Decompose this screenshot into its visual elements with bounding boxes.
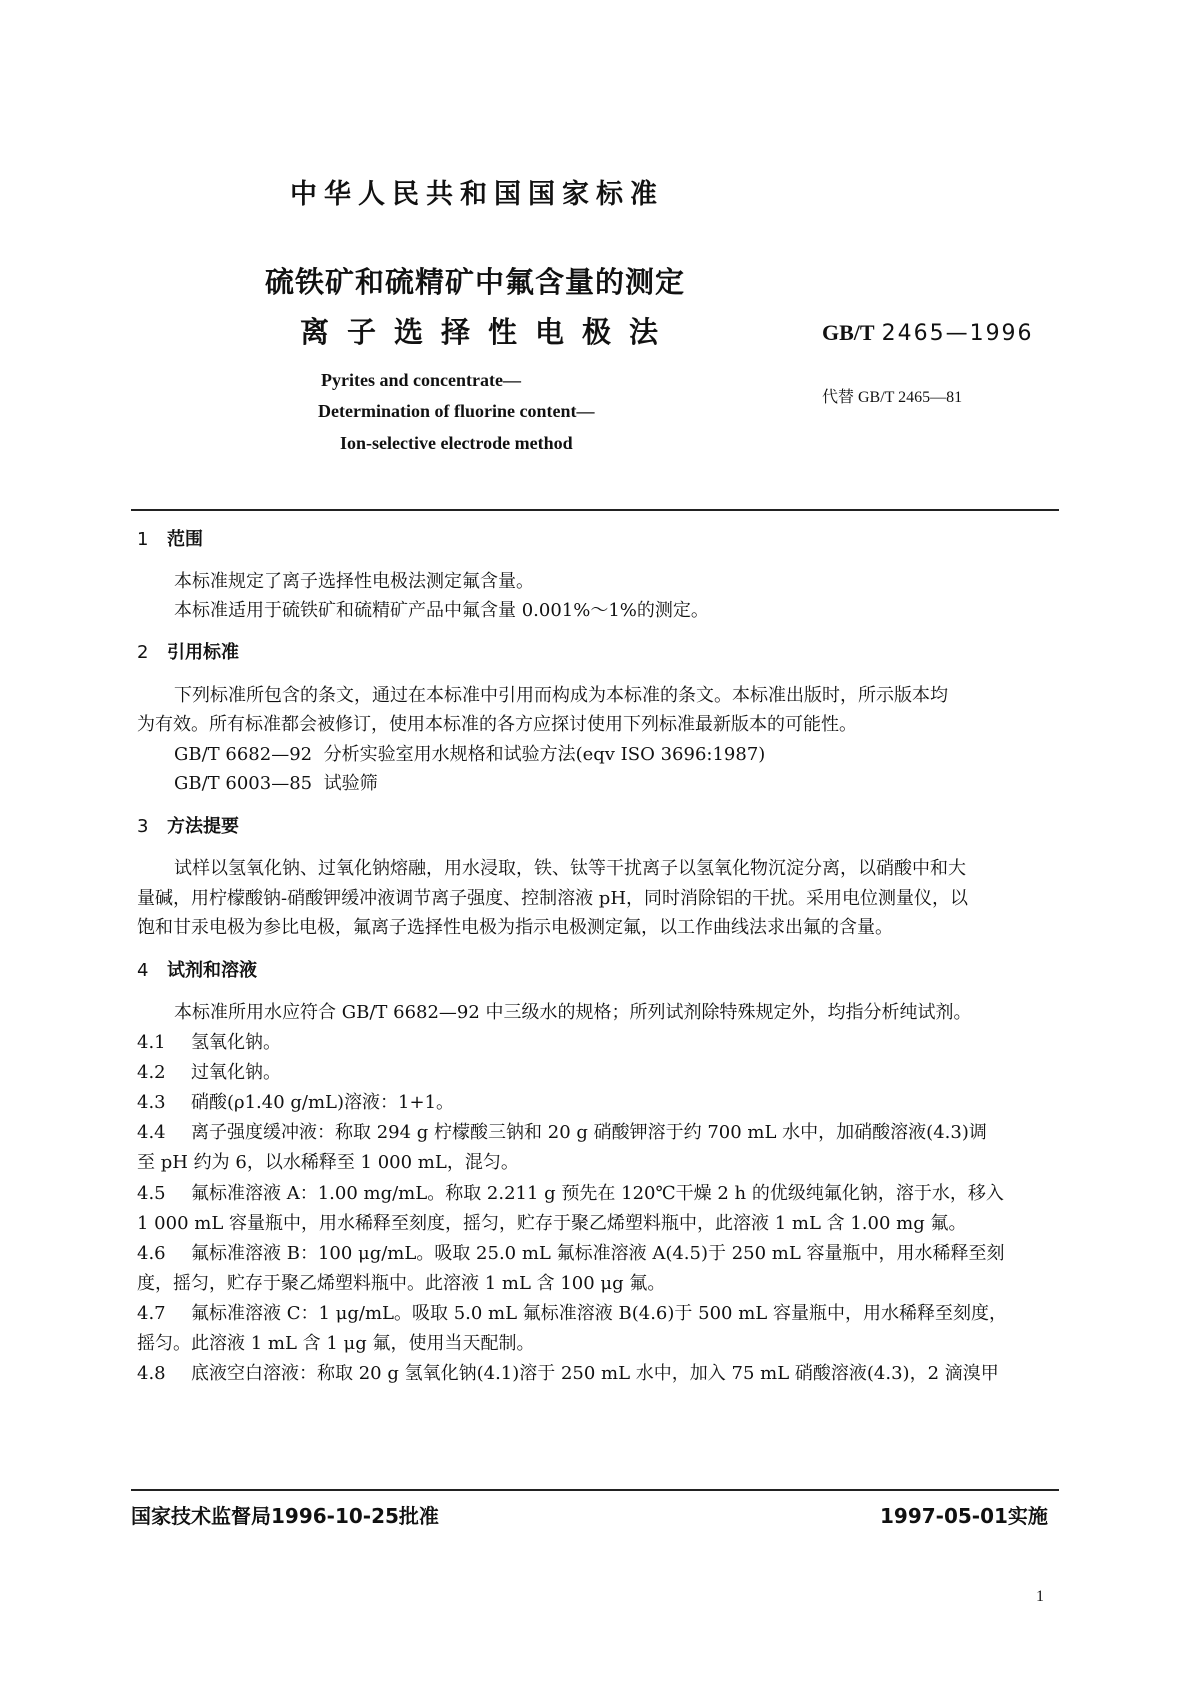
standard-subtitle: 离子选择性电极法 <box>300 315 677 349</box>
english-title-line: Ion-selective electrode method <box>340 433 573 453</box>
item-text: 氢氧化钠。 <box>191 1032 281 1053</box>
section-number: 3 <box>137 816 149 837</box>
item-number: 4.2 <box>137 1062 166 1083</box>
item-text: 氟标准溶液 C：1 μg/mL。吸取 5.0 mL 氟标准溶液 B(4.6)于 500 mL 容量瓶中，用水稀释至刻度， <box>191 1303 1007 1324</box>
reagent-item <box>137 1359 999 1385</box>
paragraph-line: 为有效。所有标准都会被修订，使用本标准的各方应探讨使用下列标准最新版本的可能性。 <box>137 714 857 735</box>
item-continuation: 至 pH 约为 6，以水稀释至 1 000 mL，混匀。 <box>137 1152 519 1173</box>
item-number: 4.5 <box>137 1183 166 1204</box>
reagent-item <box>137 1118 987 1144</box>
item-number: 4.6 <box>137 1243 166 1264</box>
item-text: 底液空白溶液：称取 20 g 氢氧化钠(4.1)溶于 250 mL 水中，加入 75 mL 硝酸溶液(4.3)，2 滴溴甲 <box>191 1363 999 1384</box>
item-text: 离子强度缓冲液：称取 294 g 柠檬酸三钠和 20 g 硝酸钾溶于约 700 mL 水中，加硝酸溶液(4.3)调 <box>191 1122 987 1143</box>
reference-code: GB/T 6003—85 <box>174 773 313 794</box>
section-title: 范围 <box>167 529 203 550</box>
section-number: 1 <box>137 529 149 550</box>
section-number: 4 <box>137 960 149 981</box>
standard-prefix: GB/T <box>822 320 875 345</box>
item-number: 4.7 <box>137 1303 166 1324</box>
replaces-note: 代替 GB/T 2465—81 <box>822 389 963 406</box>
paragraph-line: 量碱，用柠檬酸钠-硝酸钾缓冲液调节离子强度、控制溶液 pH，同时消除铝的干扰。采用电位测量仪，以 <box>137 888 969 909</box>
section-heading-principle <box>137 812 239 838</box>
reagent-item <box>137 1239 1005 1265</box>
effective-date: 1997-05-01实施 <box>880 1504 1048 1528</box>
item-continuation: 1 000 mL 容量瓶中，用水稀释至刻度，摇匀，贮存于聚乙烯塑料瓶中，此溶液 1 mL 含 1.00 mg 氟。 <box>137 1213 967 1234</box>
english-title-line: Pyrites and concentrate— <box>321 370 521 390</box>
reagent-item <box>137 1058 281 1084</box>
item-text: 氟标准溶液 B：100 μg/mL。吸取 25.0 mL 氟标准溶液 A(4.5)于 250 mL 容量瓶中，用水稀释至刻 <box>191 1243 1005 1264</box>
reagent-item <box>137 1028 281 1054</box>
item-continuation: 摇匀。此溶液 1 mL 含 1 μg 氟，使用当天配制。 <box>137 1333 535 1354</box>
item-text: 硝酸(ρ1.40 g/mL)溶液：1+1。 <box>191 1092 455 1113</box>
section-title: 引用标准 <box>167 642 239 663</box>
item-text: 氟标准溶液 A：1.00 mg/mL。称取 2.211 g 预先在 120℃干燥 2 h 的优级纯氟化钠，溶于水，移入 <box>191 1183 1004 1204</box>
paragraph: 本标准所用水应符合 GB/T 6682—92 中三级水的规格；所列试剂除特殊规定外，均指分析纯试剂。 <box>174 1002 972 1023</box>
standard-number <box>822 320 1034 346</box>
item-number: 4.3 <box>137 1092 166 1113</box>
section-title: 试剂和溶液 <box>167 960 257 981</box>
paragraph: 本标准适用于硫铁矿和硫精矿产品中氟含量 0.001%～1%的测定。 <box>174 600 709 621</box>
section-title: 方法提要 <box>167 816 239 837</box>
paragraph-line: 试样以氢氧化钠、过氧化钠熔融，用水浸取，铁、钛等干扰离子以氢氧化物沉淀分离，以硝酸中和大 <box>174 858 966 879</box>
section-heading-scope <box>137 525 203 551</box>
reference-title: 试验筛 <box>323 773 378 794</box>
reagent-item <box>137 1179 1004 1205</box>
english-title-line: Determination of fluorine content— <box>318 401 595 421</box>
section-number: 2 <box>137 642 149 663</box>
reference-item <box>174 740 765 766</box>
item-text: 过氧化钠。 <box>191 1062 281 1083</box>
national-standard-label: 中华人民共和国国家标准 <box>290 179 664 210</box>
section-heading-reagents <box>137 956 257 982</box>
reference-item <box>174 769 378 795</box>
standard-title: 硫铁矿和硫精矿中氟含量的测定 <box>265 265 686 299</box>
paragraph: 本标准规定了离子选择性电极法测定氟含量。 <box>174 571 534 592</box>
reagent-item <box>137 1088 454 1114</box>
standard-number-value: 2465—1996 <box>881 321 1034 346</box>
item-number: 4.8 <box>137 1363 166 1384</box>
reagent-item <box>137 1299 1007 1325</box>
reference-title: 分析实验室用水规格和试验方法(eqv ISO 3696:1987) <box>323 744 766 765</box>
approval-date: 国家技术监督局1996-10-25批准 <box>131 1504 439 1528</box>
section-heading-references <box>137 638 239 664</box>
item-number: 4.4 <box>137 1122 166 1143</box>
paragraph-line: 饱和甘汞电极为参比电极，氟离子选择性电极为指示电极测定氟，以工作曲线法求出氟的含量。 <box>137 917 893 938</box>
page-number: 1 <box>1036 1588 1044 1605</box>
item-number: 4.1 <box>137 1032 166 1053</box>
header-divider <box>131 509 1059 511</box>
reference-code: GB/T 6682—92 <box>174 744 313 765</box>
item-continuation: 度，摇匀，贮存于聚乙烯塑料瓶中。此溶液 1 mL 含 100 μg 氟。 <box>137 1273 666 1294</box>
footer-divider <box>131 1489 1059 1491</box>
paragraph-line: 下列标准所包含的条文，通过在本标准中引用而构成为本标准的条文。本标准出版时，所示版本均 <box>174 685 948 706</box>
